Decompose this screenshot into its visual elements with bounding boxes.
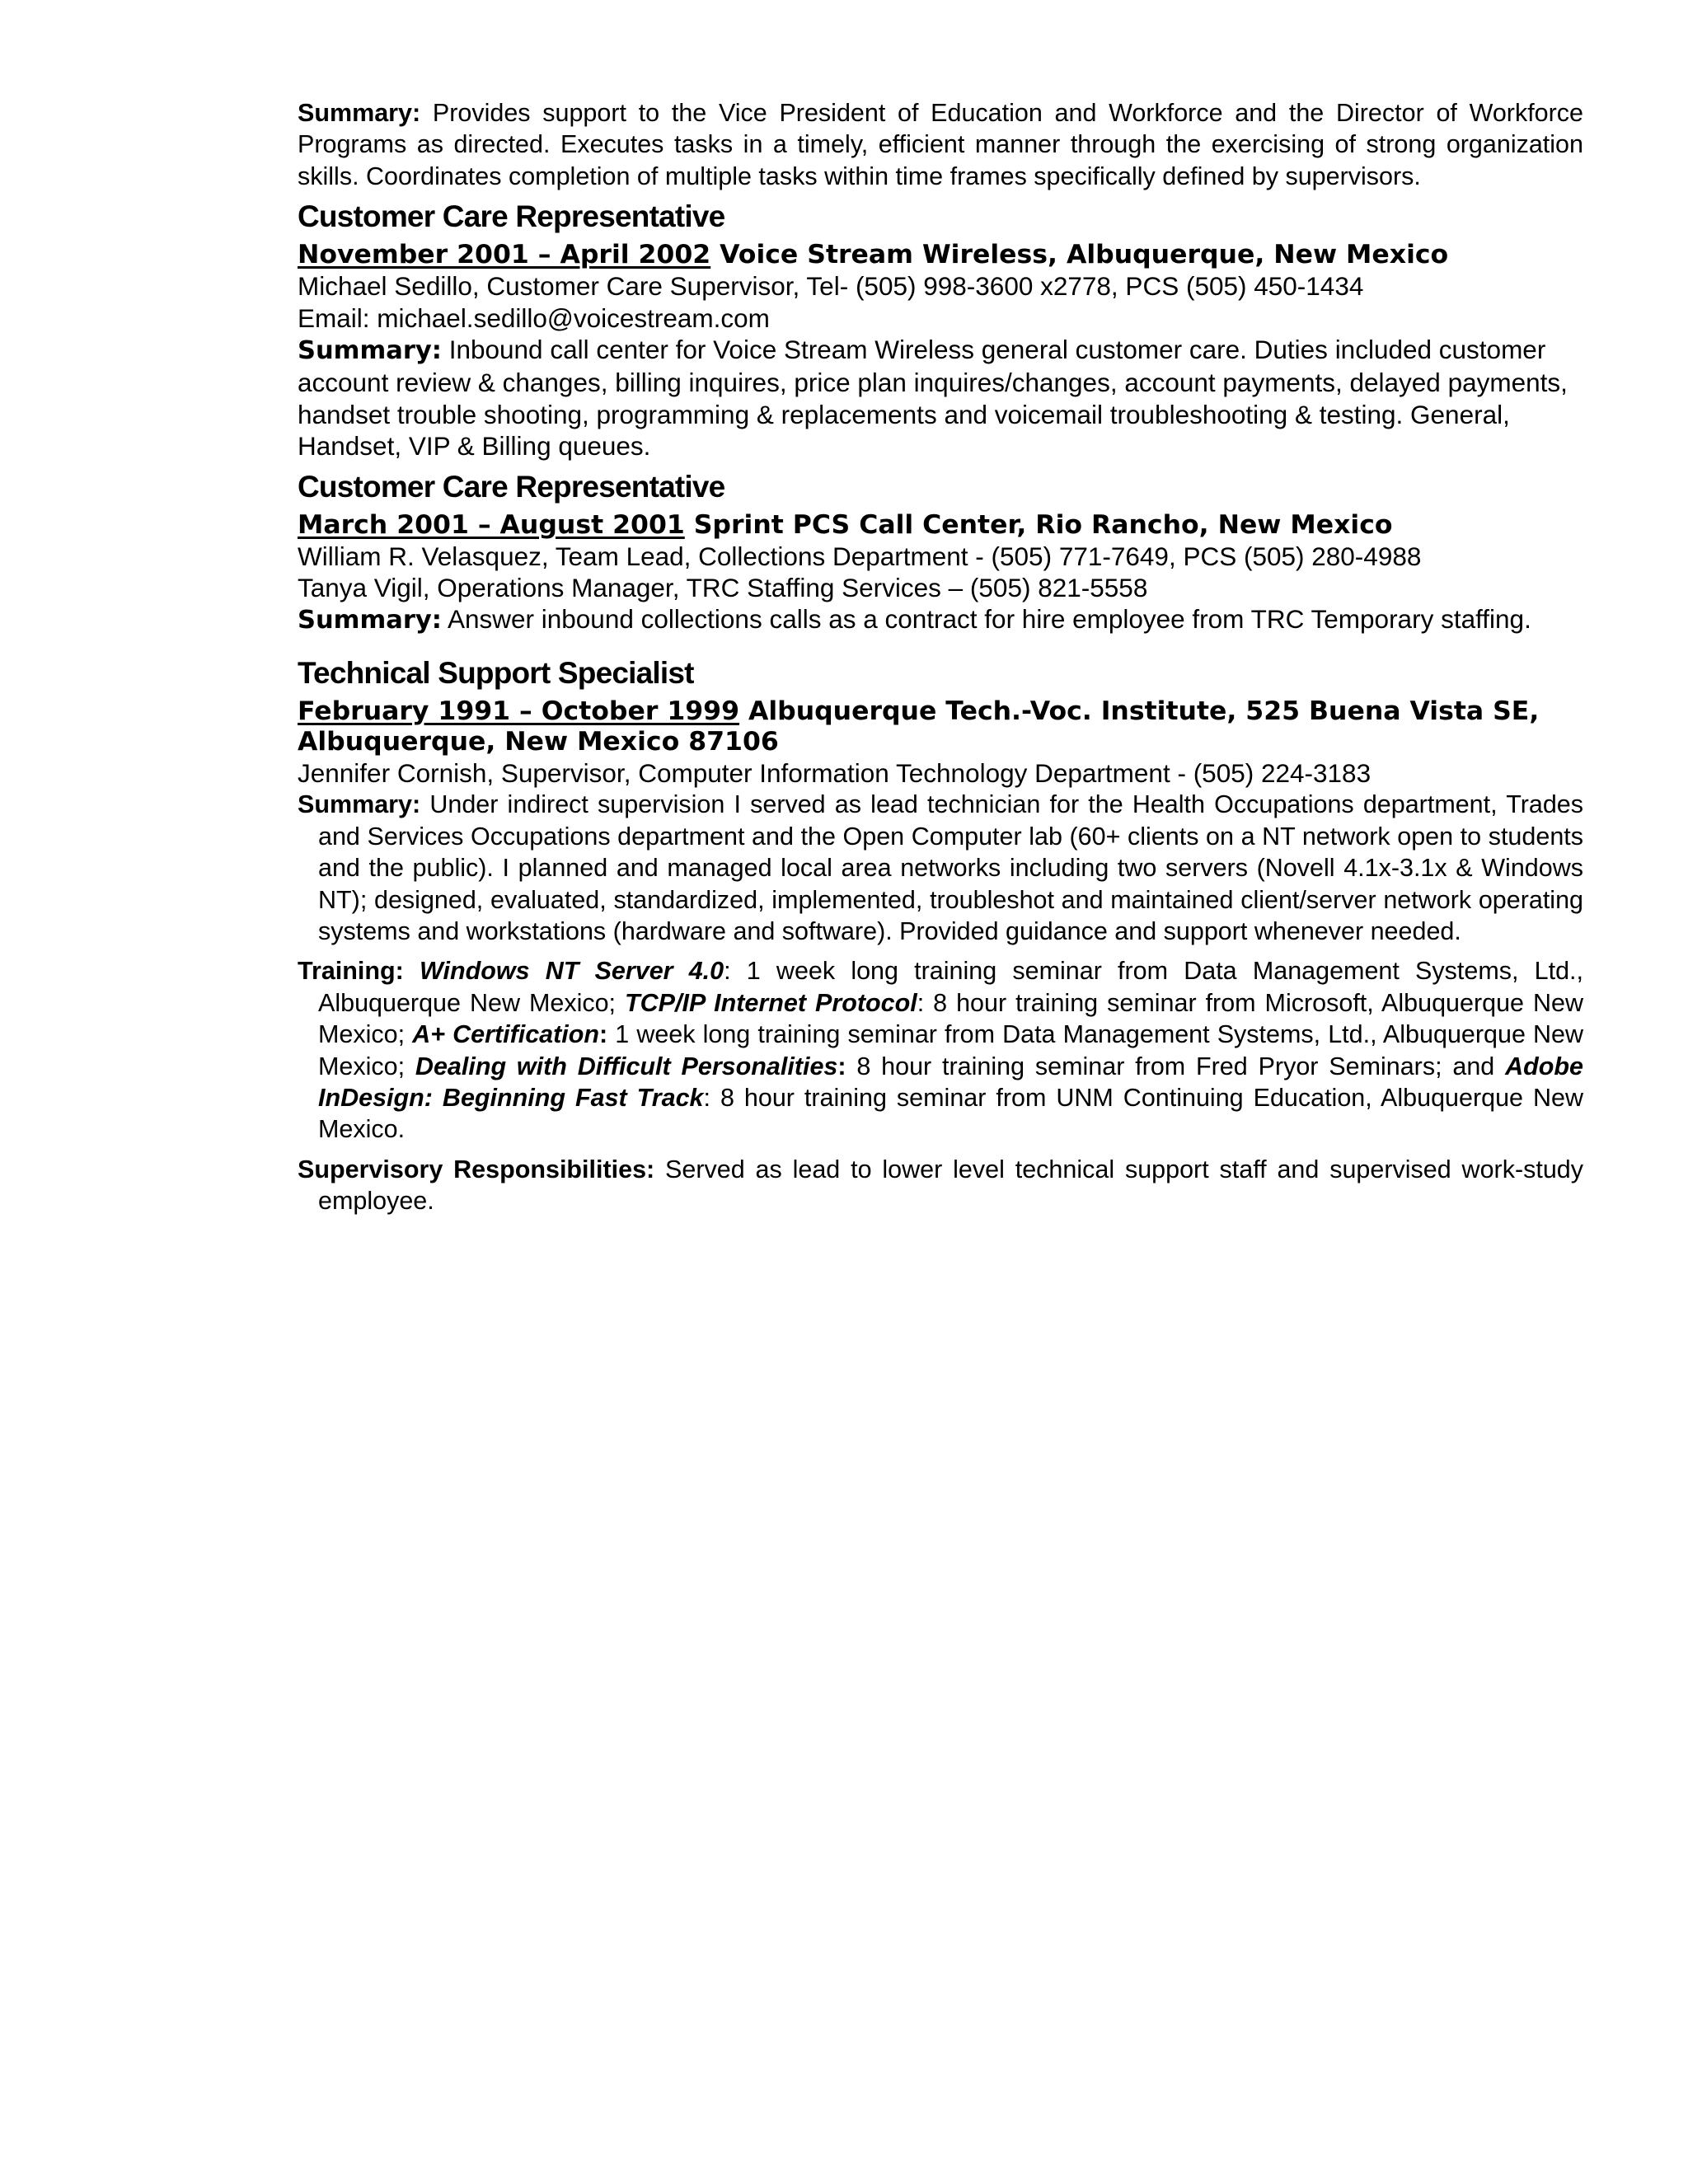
intro-summary (298, 97, 1583, 192)
training-text-run: : (837, 1052, 846, 1080)
job-summary (298, 603, 1583, 636)
job-dates-employer (298, 240, 1583, 270)
summary-text: Answer inbound collections calls as a contract for hire employee from TRC Temporary staffing. (441, 604, 1531, 635)
training-text-run: 1 week long training seminar from Data Management Systems, Ltd., Albuquerque New Mexico; (318, 1020, 1584, 1080)
job-dates: March 2001 – August 2001 (298, 509, 685, 540)
job-entry (298, 655, 1583, 1217)
job-entry (298, 199, 1583, 462)
training-text-run: : 8 hour training seminar from UNM Continuing Education, Albuquerque New Mexico. (318, 1083, 1583, 1144)
supervisory-text: Served as lead to lower level technical support staff and supervised work-study employee. (318, 1155, 1583, 1216)
training-course-name: A+ Certification (412, 1020, 600, 1049)
training-text-run: : 8 hour training seminar from Microsoft, Albuquerque New Mexico; (318, 988, 1584, 1049)
contact-line: Jennifer Cornish, Supervisor, Computer Information Technology Department - (505) 224-3183 (298, 757, 1372, 788)
job-employer: Sprint PCS Call Center, Rio Rancho, New Mexico (684, 509, 1393, 540)
job-dates-employer (298, 510, 1583, 541)
summary-label: Summary: (298, 790, 421, 819)
training-course-name: TCP/IP Internet Protocol (625, 988, 917, 1017)
job-title: Technical Support Specialist (298, 655, 694, 690)
job-dates: November 2001 – April 2002 (298, 240, 711, 270)
summary-text: Provides support to the Vice President of Education and Workforce and the Director of Workforce Programs as directed. Executes tasks in a timely, efficient manner through the exercising of strong organization skills. Coordinates completion of multiple tasks within time frames specifically defined by supervisors. (298, 99, 1583, 190)
training-text-run: : (599, 1020, 608, 1049)
job-employer: Albuquerque Tech.-Voc. Institute, 525 Buena Vista SE, Albuquerque, New Mexico 87106 (298, 696, 1540, 757)
training-paragraph (298, 955, 1583, 1145)
job-summary (298, 334, 1583, 462)
training-text (318, 957, 1583, 1143)
job-title: Customer Care Representative (298, 199, 725, 234)
job-title: Customer Care Representative (298, 469, 725, 504)
job-employer: Voice Stream Wireless, Albuquerque, New Mexico (710, 240, 1449, 270)
training-text-run: : 1 week long training seminar from Data Management Systems, Ltd., Albuquerque New Mexico; (318, 957, 1583, 1017)
job-dates: February 1991 – October 1999 (298, 696, 739, 726)
supervisory-label: Supervisory Responsibilities: (298, 1155, 655, 1183)
training-text-run: 8 hour training seminar from Fred Pryor Seminars; and (846, 1052, 1506, 1080)
contact-line: Michael Sedillo, Customer Care Supervisor, Tel- (505) 998-3600 x2778, PCS (505) 450-1434 (298, 271, 1364, 302)
job-entry (298, 469, 1583, 637)
supervisory-paragraph (298, 1154, 1583, 1217)
training-course-name: Windows NT Server 4.0 (419, 957, 724, 986)
summary-label: Summary: (298, 99, 421, 127)
job-dates-employer (298, 696, 1583, 757)
contact-line: Email: michael.sedillo@voicestream.com (298, 302, 770, 333)
contact-line: William R. Velasquez, Team Lead, Collections Department - (505) 771-7649, PCS (505) 280-4988 (298, 541, 1422, 571)
job-summary (298, 789, 1583, 947)
training-text-run (404, 957, 420, 985)
contact-line: Tanya Vigil, Operations Manager, TRC Staffing Services – (505) 821-5558 (298, 573, 1148, 603)
summary-label: Summary: (298, 606, 442, 635)
summary-text: Inbound call center for Voice Stream Wireless general customer care. Duties included customer account review & changes, billing inquires, price plan inquires/changes, account payments, delayed payments, handset trouble shooting, programming & replacements and voicemail troubleshooting & testing. General, Handset, VIP & Billing queues. (298, 335, 1568, 462)
training-course-name: Dealing with Difficult Personalities (415, 1052, 838, 1080)
training-label: Training: (298, 957, 404, 986)
summary-label: Summary: (298, 336, 442, 366)
resume-page (298, 97, 1583, 1217)
summary-text: Under indirect supervision I served as lead technician for the Health Occupations department, Trades and Services Occupations department and the Open Computer lab (60+ clients on a NT network open to students and the public). I planned and managed local area networks including two servers (Novell 4.1x-3.1x & Windows NT); designed, evaluated, standardized, implemented, troubleshot and maintained client/server network operating systems and workstations (hardware and software). Provided guidance and support whenever needed. (318, 790, 1583, 945)
training-course-name: Adobe InDesign: Beginning Fast Track (318, 1052, 1583, 1112)
